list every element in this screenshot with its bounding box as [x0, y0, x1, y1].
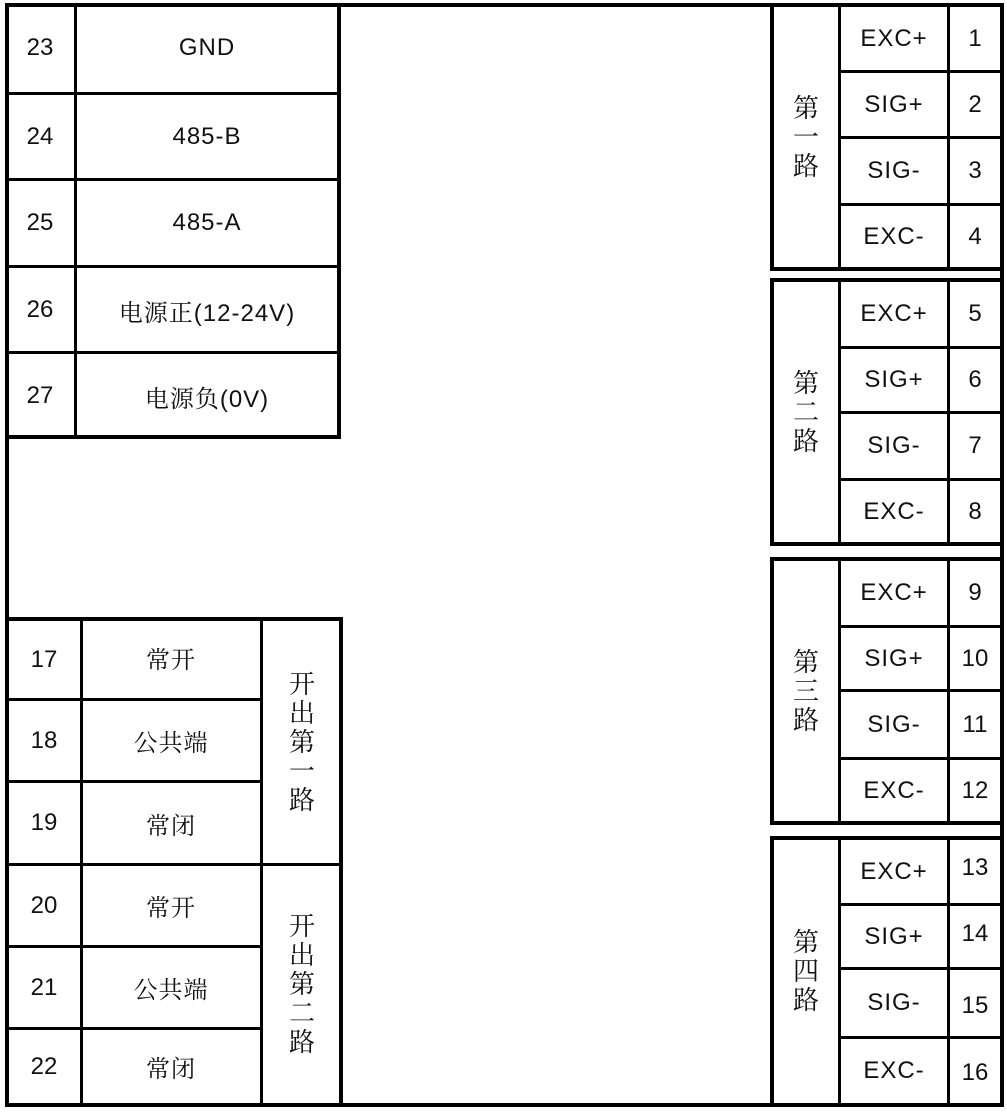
terminal-number: 14 [961, 919, 989, 947]
signal-label: EXC- [863, 497, 925, 525]
terminal-number: 8 [968, 497, 982, 525]
terminal-number: 19 [30, 809, 58, 836]
relay-block-divider [80, 617, 83, 1107]
terminal-label: 常开 [146, 895, 196, 922]
terminal-number: 27 [26, 382, 54, 409]
terminal-number: 2 [968, 90, 982, 118]
terminal-label: 公共端 [133, 730, 209, 757]
row-divider [5, 178, 341, 181]
channel-label: 第四路 [792, 927, 819, 1015]
signal-label: EXC- [863, 222, 925, 250]
signal-label: EXC+ [860, 579, 928, 606]
signal-label: SIG- [867, 432, 921, 459]
row-divider [5, 351, 341, 354]
terminal-number: 3 [968, 157, 982, 184]
signal-label: SIG+ [864, 90, 924, 118]
signal-label: SIG- [867, 157, 921, 184]
terminal-number: 15 [961, 991, 989, 1019]
terminal-label: 常开 [146, 647, 196, 674]
relay-group-label: 开出第二路 [288, 911, 315, 1057]
terminal-label: 485-A [172, 209, 242, 236]
comm-block-divider [74, 3, 77, 439]
terminal-number: 25 [26, 209, 54, 236]
terminal-number: 18 [30, 726, 58, 754]
signal-label: EXC+ [860, 300, 928, 327]
relay-group-label: 开出第一路 [288, 668, 315, 815]
terminal-number: 17 [30, 645, 58, 673]
signal-label: EXC+ [860, 857, 928, 885]
signal-label: EXC+ [860, 24, 928, 52]
terminal-label: 公共端 [133, 977, 209, 1004]
terminal-number: 7 [968, 432, 982, 459]
terminal-number: 23 [26, 34, 54, 61]
terminal-label: 常闭 [146, 1056, 196, 1083]
terminal-label: 485-B [172, 123, 242, 150]
terminal-number: 12 [961, 776, 989, 804]
terminal-number: 1 [968, 24, 982, 52]
terminal-number: 20 [30, 891, 58, 919]
terminal-number: 26 [26, 296, 54, 323]
channel-label: 第一路 [792, 92, 819, 181]
channel-label: 第三路 [792, 646, 819, 735]
signal-label: SIG+ [864, 366, 924, 393]
signal-label: SIG+ [864, 644, 924, 672]
signal-label: SIG- [867, 989, 921, 1016]
signal-label: EXC- [863, 776, 925, 804]
terminal-number: 10 [961, 644, 989, 672]
terminal-number: 9 [968, 579, 982, 606]
signal-label: SIG+ [864, 922, 924, 950]
row-divider [5, 92, 341, 95]
terminal-number: 22 [30, 1052, 58, 1080]
terminal-number: 4 [968, 222, 982, 250]
signal-label: EXC- [863, 1057, 925, 1084]
row-divider [5, 265, 341, 268]
terminal-number: 11 [962, 710, 988, 738]
channel-label: 第二路 [792, 367, 819, 456]
terminal-number: 16 [961, 1059, 989, 1086]
terminal-number: 24 [26, 123, 54, 150]
terminal-number: 13 [961, 853, 989, 881]
terminal-label: 电源负(0V) [144, 385, 270, 413]
signal-label: SIG- [867, 710, 921, 738]
terminal-number: 21 [30, 973, 58, 1001]
terminal-number: 6 [968, 366, 982, 393]
terminal-label: 常闭 [146, 812, 196, 840]
terminal-label: 电源正(12-24V) [118, 299, 296, 327]
terminal-label: GND [178, 34, 236, 61]
terminal-number: 5 [968, 300, 982, 327]
